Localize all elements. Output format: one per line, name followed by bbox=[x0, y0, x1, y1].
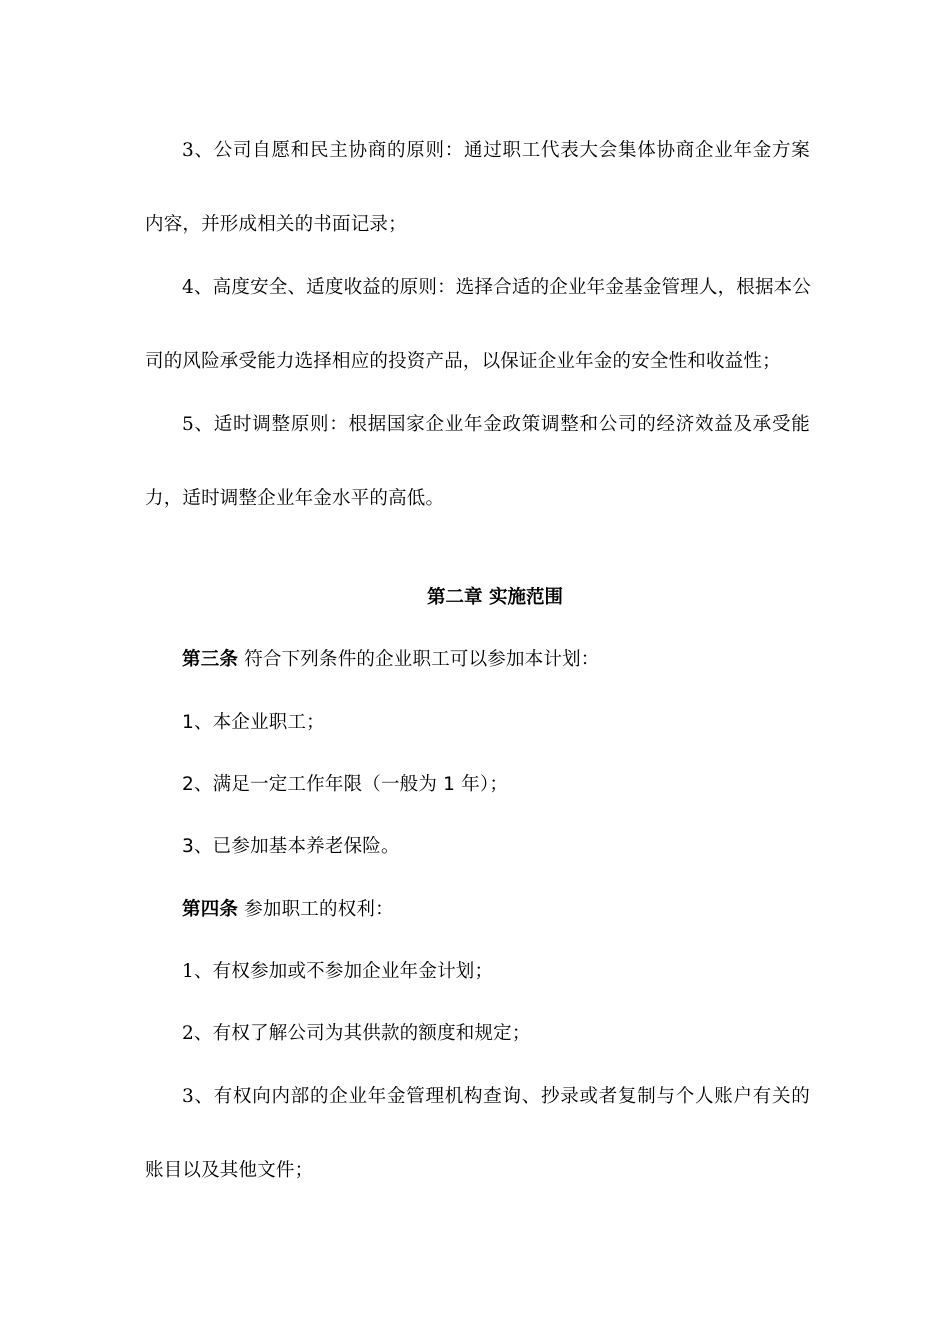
article-4-text: 参加职工的权利： bbox=[238, 899, 394, 920]
article-4-item-2 bbox=[182, 1020, 810, 1048]
principle-5-line-1 bbox=[182, 411, 810, 439]
article-4-item-3-number: 3 bbox=[182, 1086, 194, 1107]
principle-5-text: 、适时调整原则：根据国家企业年金政策调整和公司的经济效益及承受能 bbox=[193, 414, 810, 435]
article-3-item-3: 3、已参加基本养老保险。 bbox=[182, 836, 400, 857]
article-4-item-1-number: 1 bbox=[182, 961, 194, 982]
article-4-label: 第四条 bbox=[182, 899, 239, 920]
article-4-item-1 bbox=[182, 958, 810, 986]
principle-3-text: 、公司自愿和民主协商的原则：通过职工代表大会集体协商企业年金方案 bbox=[193, 140, 810, 161]
principle-5-number: 5 bbox=[182, 414, 194, 435]
article-4-item-1-text: 、有权参加或不参加企业年金计划； bbox=[193, 961, 494, 982]
article-4-item-3 bbox=[182, 1083, 810, 1111]
article-4-heading bbox=[182, 896, 810, 924]
article-3-item-2: 2、满足一定工作年限（一般为 1 年）； bbox=[182, 774, 509, 795]
article-4-item-2-text: 、有权了解公司为其供款的额度和规定； bbox=[193, 1023, 531, 1044]
article-3-label: 第三条 bbox=[182, 649, 239, 670]
principle-3-line-2: 内容，并形成相关的书面记录； bbox=[145, 214, 407, 235]
principle-4-number: 4 bbox=[182, 277, 194, 298]
article-3-heading bbox=[182, 646, 810, 674]
principle-4-line-1 bbox=[182, 274, 810, 302]
principle-3-line-1 bbox=[182, 137, 810, 165]
article-4-continuation: 账目以及其他文件； bbox=[145, 1160, 314, 1181]
article-3-item-1: 1、本企业职工； bbox=[182, 712, 325, 733]
article-3-text: 符合下列条件的企业职工可以参加本计划： bbox=[238, 649, 600, 670]
principle-5-line-2: 力，适时调整企业年金水平的高低。 bbox=[145, 488, 445, 509]
chapter-title: 第二章 实施范围 bbox=[427, 587, 563, 608]
principle-4-text: 、高度安全、适度收益的原则：选择合适的企业年金基金管理人，根据本公 bbox=[193, 277, 812, 298]
article-4-item-3-text: 、有权向内部的企业年金管理机构查询、抄录或者复制与个人账户有关的 bbox=[193, 1086, 810, 1107]
principle-4-line-2: 司的风险承受能力选择相应的投资产品，以保证企业年金的安全性和收益性； bbox=[145, 351, 781, 372]
principle-3-number: 3 bbox=[182, 140, 194, 161]
article-4-item-2-number: 2 bbox=[182, 1023, 194, 1044]
